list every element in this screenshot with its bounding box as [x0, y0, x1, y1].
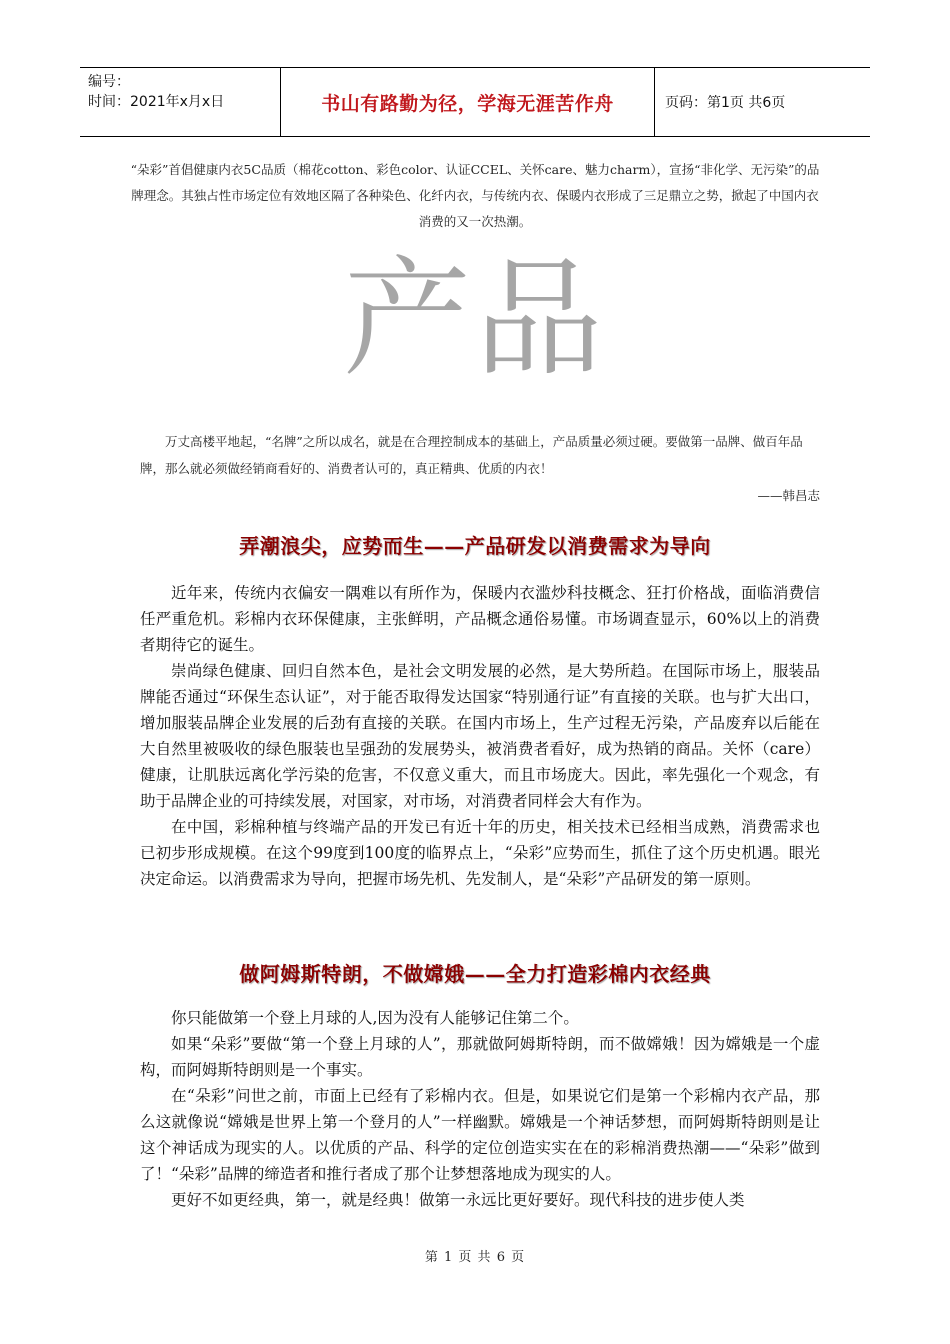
- header-meta: [80, 68, 280, 136]
- paragraph: 近年来，传统内衣偏安一隅难以有所作为，保暖内衣滥炒科技概念、狂打价格战，面临消费信任严重危机。彩棉内衣环保健康，主张鲜明，产品概念通俗易懂。市场调查显示，60%以上的消费者期待它的诞生。: [140, 584, 820, 654]
- quote-text: 万丈高楼平地起，“名牌”之所以成名，就是在合理控制成本的基础上，产品质量必须过硬。要做第一品牌、做百年品牌，那么就必须做经销商看好的、消费者认可的，真正精典、优质的内衣！: [140, 434, 803, 476]
- intro-paragraph: “朵彩”首倡健康内衣5C品质（棉花cotton、彩色color、认证CCEL、关怀care、魅力charm），宣扬“非化学、无污染”的品牌理念。其独占性市场定位有效地区隔了各种染色、化纤内衣，与传统内衣、保暖内衣形成了三足鼎立之势，掀起了中国内衣消费的又一次热潮。: [130, 162, 820, 229]
- code-label: 编号：: [88, 74, 130, 90]
- time-label: 时间：2021年x月x日: [88, 94, 225, 110]
- header-table: [80, 67, 870, 137]
- header-motto: 书山有路勤为径，学海无涯苦作舟: [280, 68, 655, 136]
- paragraph: 崇尚绿色健康、回归自然本色，是社会文明发展的必然，是大势所趋。在国际市场上，服装品牌能否通过“环保生态认证”，对于能否取得发达国家“特别通行证”有直接的关联。也与扩大出口，增加服装品牌企业发展的后劲有直接的关联。在国内市场上，生产过程无污染，产品废弃以后能在大自然里被吸收的绿色服装也呈强劲的发展势头，被消费者看好，成为热销的商品。关怀（care）健康，让肌肤远离化学污染的危害，不仅意义重大，而且市场庞大。因此，率先强化一个观念，有助于品牌企业的可持续发展，对国家，对市场，对消费者同样会大有作为。: [140, 662, 820, 810]
- quote-author: ——韩昌志: [757, 488, 820, 503]
- section-title-1: 弄潮浪尖，应势而生——产品研发以消费需求为导向: [239, 534, 711, 558]
- paragraph: 更好不如更经典，第一，就是经典！做第一永远比更好要好。现代科技的进步使人类: [171, 1191, 745, 1209]
- header-page-info: 页码：第1页 共6页: [665, 95, 786, 111]
- paragraph: 如果“朵彩”要做“第一个登上月球的人”，那就做阿姆斯特朗，而不做嫦娥！因为嫦娥是一个虚构，而阿姆斯特朗则是一个事实。: [140, 1035, 820, 1079]
- page-footer: 第 1 页 共 6 页: [424, 1250, 526, 1265]
- section-title-2: 做阿姆斯特朗，不做嫦娥——全力打造彩棉内衣经典: [239, 962, 711, 986]
- section-body-2: [140, 1005, 820, 1213]
- section-body-1: [140, 580, 820, 892]
- paragraph: 你只能做第一个登上月球的人,因为没有人能够记住第二个。: [171, 1009, 579, 1027]
- paragraph: 在中国，彩棉种植与终端产品的开发已有近十年的历史，相关技术已经相当成熟，消费需求也已初步形成规模。在这个99度到100度的临界点上，“朵彩”应势而生，抓住了这个历史机遇。眼光决定命运。以消费需求为导向，把握市场先机、先发制人，是“朵彩”产品研发的第一原则。: [140, 818, 820, 888]
- big-title: 产品: [342, 245, 607, 394]
- paragraph: 在“朵彩”问世之前，市面上已经有了彩棉内衣。但是，如果说它们是第一个彩棉内衣产品，那么这就像说“嫦娥是世界上第一个登月的人”一样幽默。嫦娥是一个神话梦想，而阿姆斯特朗则是让这个神话成为现实的人。以优质的产品、科学的定位创造实实在在的彩棉消费热潮——“朵彩”做到了！“朵彩”品牌的缔造者和推行者成了那个让梦想落地成为现实的人。: [140, 1087, 820, 1183]
- quote-block: [140, 428, 820, 509]
